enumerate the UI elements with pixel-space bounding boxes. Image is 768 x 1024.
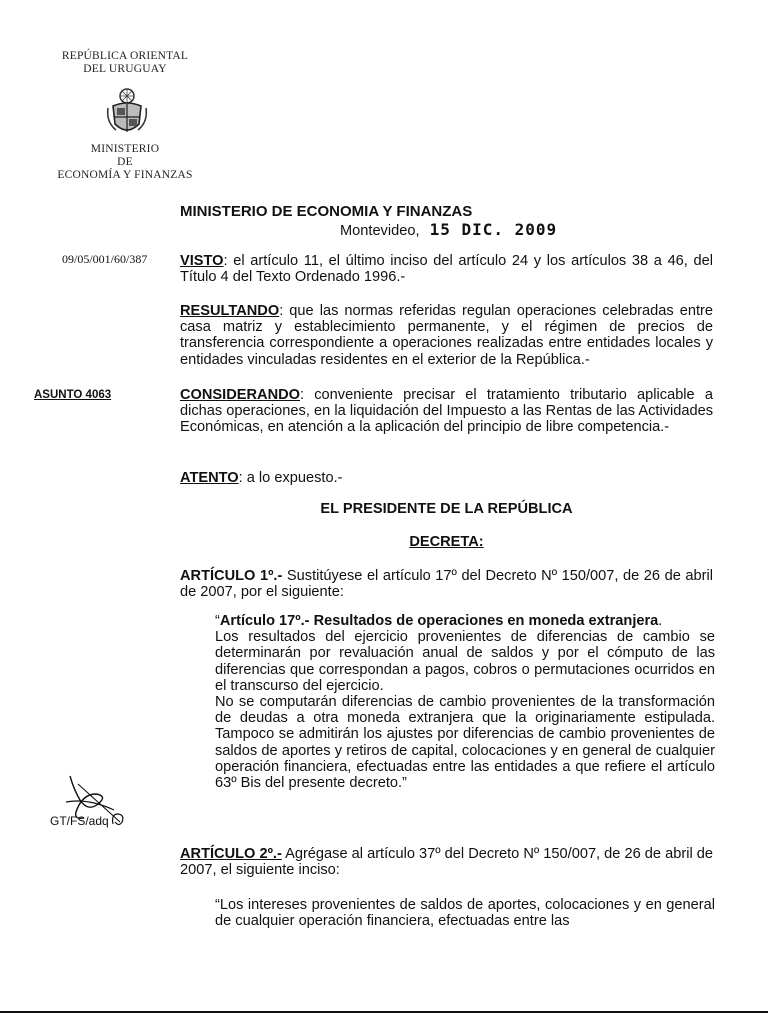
date-line [340,220,557,239]
articulo-1-text: Sustitúyese el artículo 17º del Decreto Nº 150/007, de 26 de abril de 2007, por el siguiente: [180,568,714,601]
asunto-label: ASUNTO 4063 [34,389,112,401]
open-quote: “ [215,613,220,629]
file-number: 09/05/001/60/387 [62,252,148,266]
inciso-paragraph: “Los intereses provenientes de saldos de aportes, colocaciones y en general de cualquier operación financiera, efectuadas entre las [215,897,715,930]
considerando-label: CONSIDERANDO [180,387,300,403]
resultando-paragraph [180,303,713,368]
visto-text: : el artículo 11, el último inciso del artículo 24 y los artículos 38 a 46, del Título 4 del Texto Ordenado 1996.- [180,253,713,286]
ministry-name [40,143,210,182]
articulo-17-title: Artículo 17º.- Resultados de operaciones en moneda extranjera [219,613,659,629]
ministry-line-3: ECONOMÍA Y FINANZAS [57,169,193,181]
ministry-line-2: DE [117,156,133,168]
date-stamp: 15 DIC. 2009 [429,220,558,239]
visto-label: VISTO [180,253,224,269]
country-line-1: REPÚBLICA ORIENTAL [61,50,189,62]
country-name [40,50,210,76]
ministry-line-1: MINISTERIO [90,143,160,155]
articulo-1-label: ARTÍCULO 1º.- [180,568,283,584]
visto-paragraph [180,253,713,285]
document-title: MINISTERIO DE ECONOMIA Y FINANZAS [180,203,473,220]
articulo-2-text: Agrégase al artículo 37º del Decreto Nº 150/007, de 26 de abril de 2007, el siguiente inciso: [180,846,713,879]
place-name: Montevideo, [340,223,420,239]
atento-paragraph [180,470,713,486]
articulo-2-paragraph [180,846,713,878]
articulo-2-label: ARTÍCULO 2º.- [180,846,282,862]
resultando-text: : que las normas referidas regulan operaciones celebradas entre casa matriz y establecimiento permanente, y el régimen de precios de transferencia correspondiente a operaciones realizadas entre entidades locales y entidades vinculadas residentes en el exterior de la República.- [180,303,713,368]
considerando-paragraph [180,387,713,436]
articulo-17-block [215,613,715,791]
president-heading: EL PRESIDENTE DE LA REPÚBLICA [320,501,573,517]
coat-of-arms-icon [104,86,150,138]
considerando-text: : conveniente precisar el tratamiento tributario aplicable a dichas operaciones, en la liquidación del Impuesto a las Rentas de las Actividades Económicas, en atención a la aplicación del principio de libre competencia.- [180,387,713,436]
articulo-17-heading [215,613,715,629]
heading-period: . [658,613,663,629]
articulo-1-paragraph [180,568,713,600]
initials-flourish-icon [110,810,126,828]
resultando-label: RESULTANDO [180,303,280,319]
articulo-17-para-2: No se computarán diferencias de cambio provenientes de la transformación de deudas a otra moneda extranjera que la originariamente estipulada. Tampoco se admitirán los ajustes por diferencias de cambio provenientes de saldos de aportes y retiros de capital, colocaciones y en general de cualquier operación financiera, efectuadas entre las entidades a que refiere el artículo 63º Bis del presente decreto.” [215,694,715,792]
atento-label: ATENTO [180,470,239,486]
initials-text: GT/FS/adq [50,814,109,828]
country-line-2: DEL URUGUAY [83,63,167,75]
articulo-17-para-1: Los resultados del ejercicio provenientes de diferencias de cambio se determinarán por revaluación anual de saldos y por el cómputo de las diferencias que correspondan a pagos, cobros o permutaciones ocurridos en el transcurso del ejercicio. [215,629,715,694]
decreta-heading: DECRETA: [409,534,484,550]
atento-text: : a lo expuesto.- [238,470,343,486]
bottom-rule [0,1011,768,1013]
